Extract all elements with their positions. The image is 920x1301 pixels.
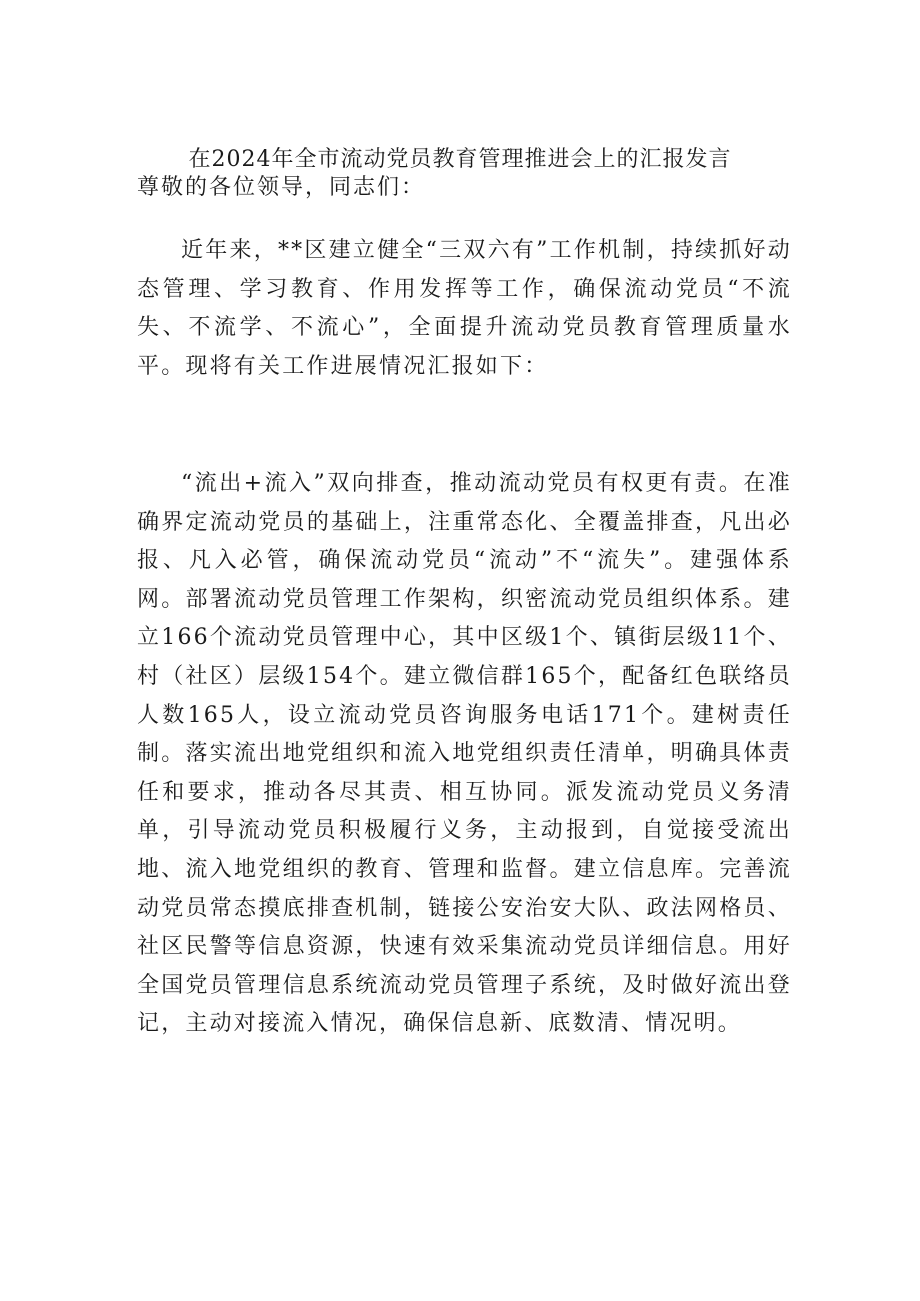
- salutation: 尊敬的各位领导，同志们：: [137, 175, 426, 200]
- paragraph-intro: 近年来，**区建立健全“三双六有”工作机制，持续抓好动态管理、学习教育、作用发挥等工作，确保流动党员“不流失、不流学、不流心”，全面提升流动党员教育管理质量水平。现将有关工作进展情况汇报如下：: [137, 238, 792, 379]
- paragraph-section-one: “流出+流入”双向排查，推动流动党员有权更有责。在准确界定流动党员的基础上，注重常态化、全覆盖排查，凡出必报、凡入必管，确保流动党员“流动”不“流失”。建强体系网。部署流动党员管理工作架构，织密流动党员组织体系。建立166个流动党员管理中心，其中区级1个、镇街层级11个、村（社区）层级154个。建立微信群165个，配备红色联络员人数165人，设立流动党员咨询服务电话171个。建树责任制。落实流出地党组织和流入地党组织责任清单，明确具体责任和要求，推动各尽其责、相互协同。派发流动党员义务清单，引导流动党员积极履行义务，主动报到，自觉接受流出地、流入地党组织的教育、管理和监督。建立信息库。完善流动党员常态摸底排查机制，链接公安治安大队、政法网格员、社区民警等信息资源，快速有效采集流动党员详细信息。用好全国党员管理信息系统流动党员管理子系统，及时做好流出登记，主动对接流入情况，确保信息新、底数清、情况明。: [137, 471, 792, 1037]
- document-title: 在2024年全市流动党员教育管理推进会上的汇报发言: [188, 147, 732, 172]
